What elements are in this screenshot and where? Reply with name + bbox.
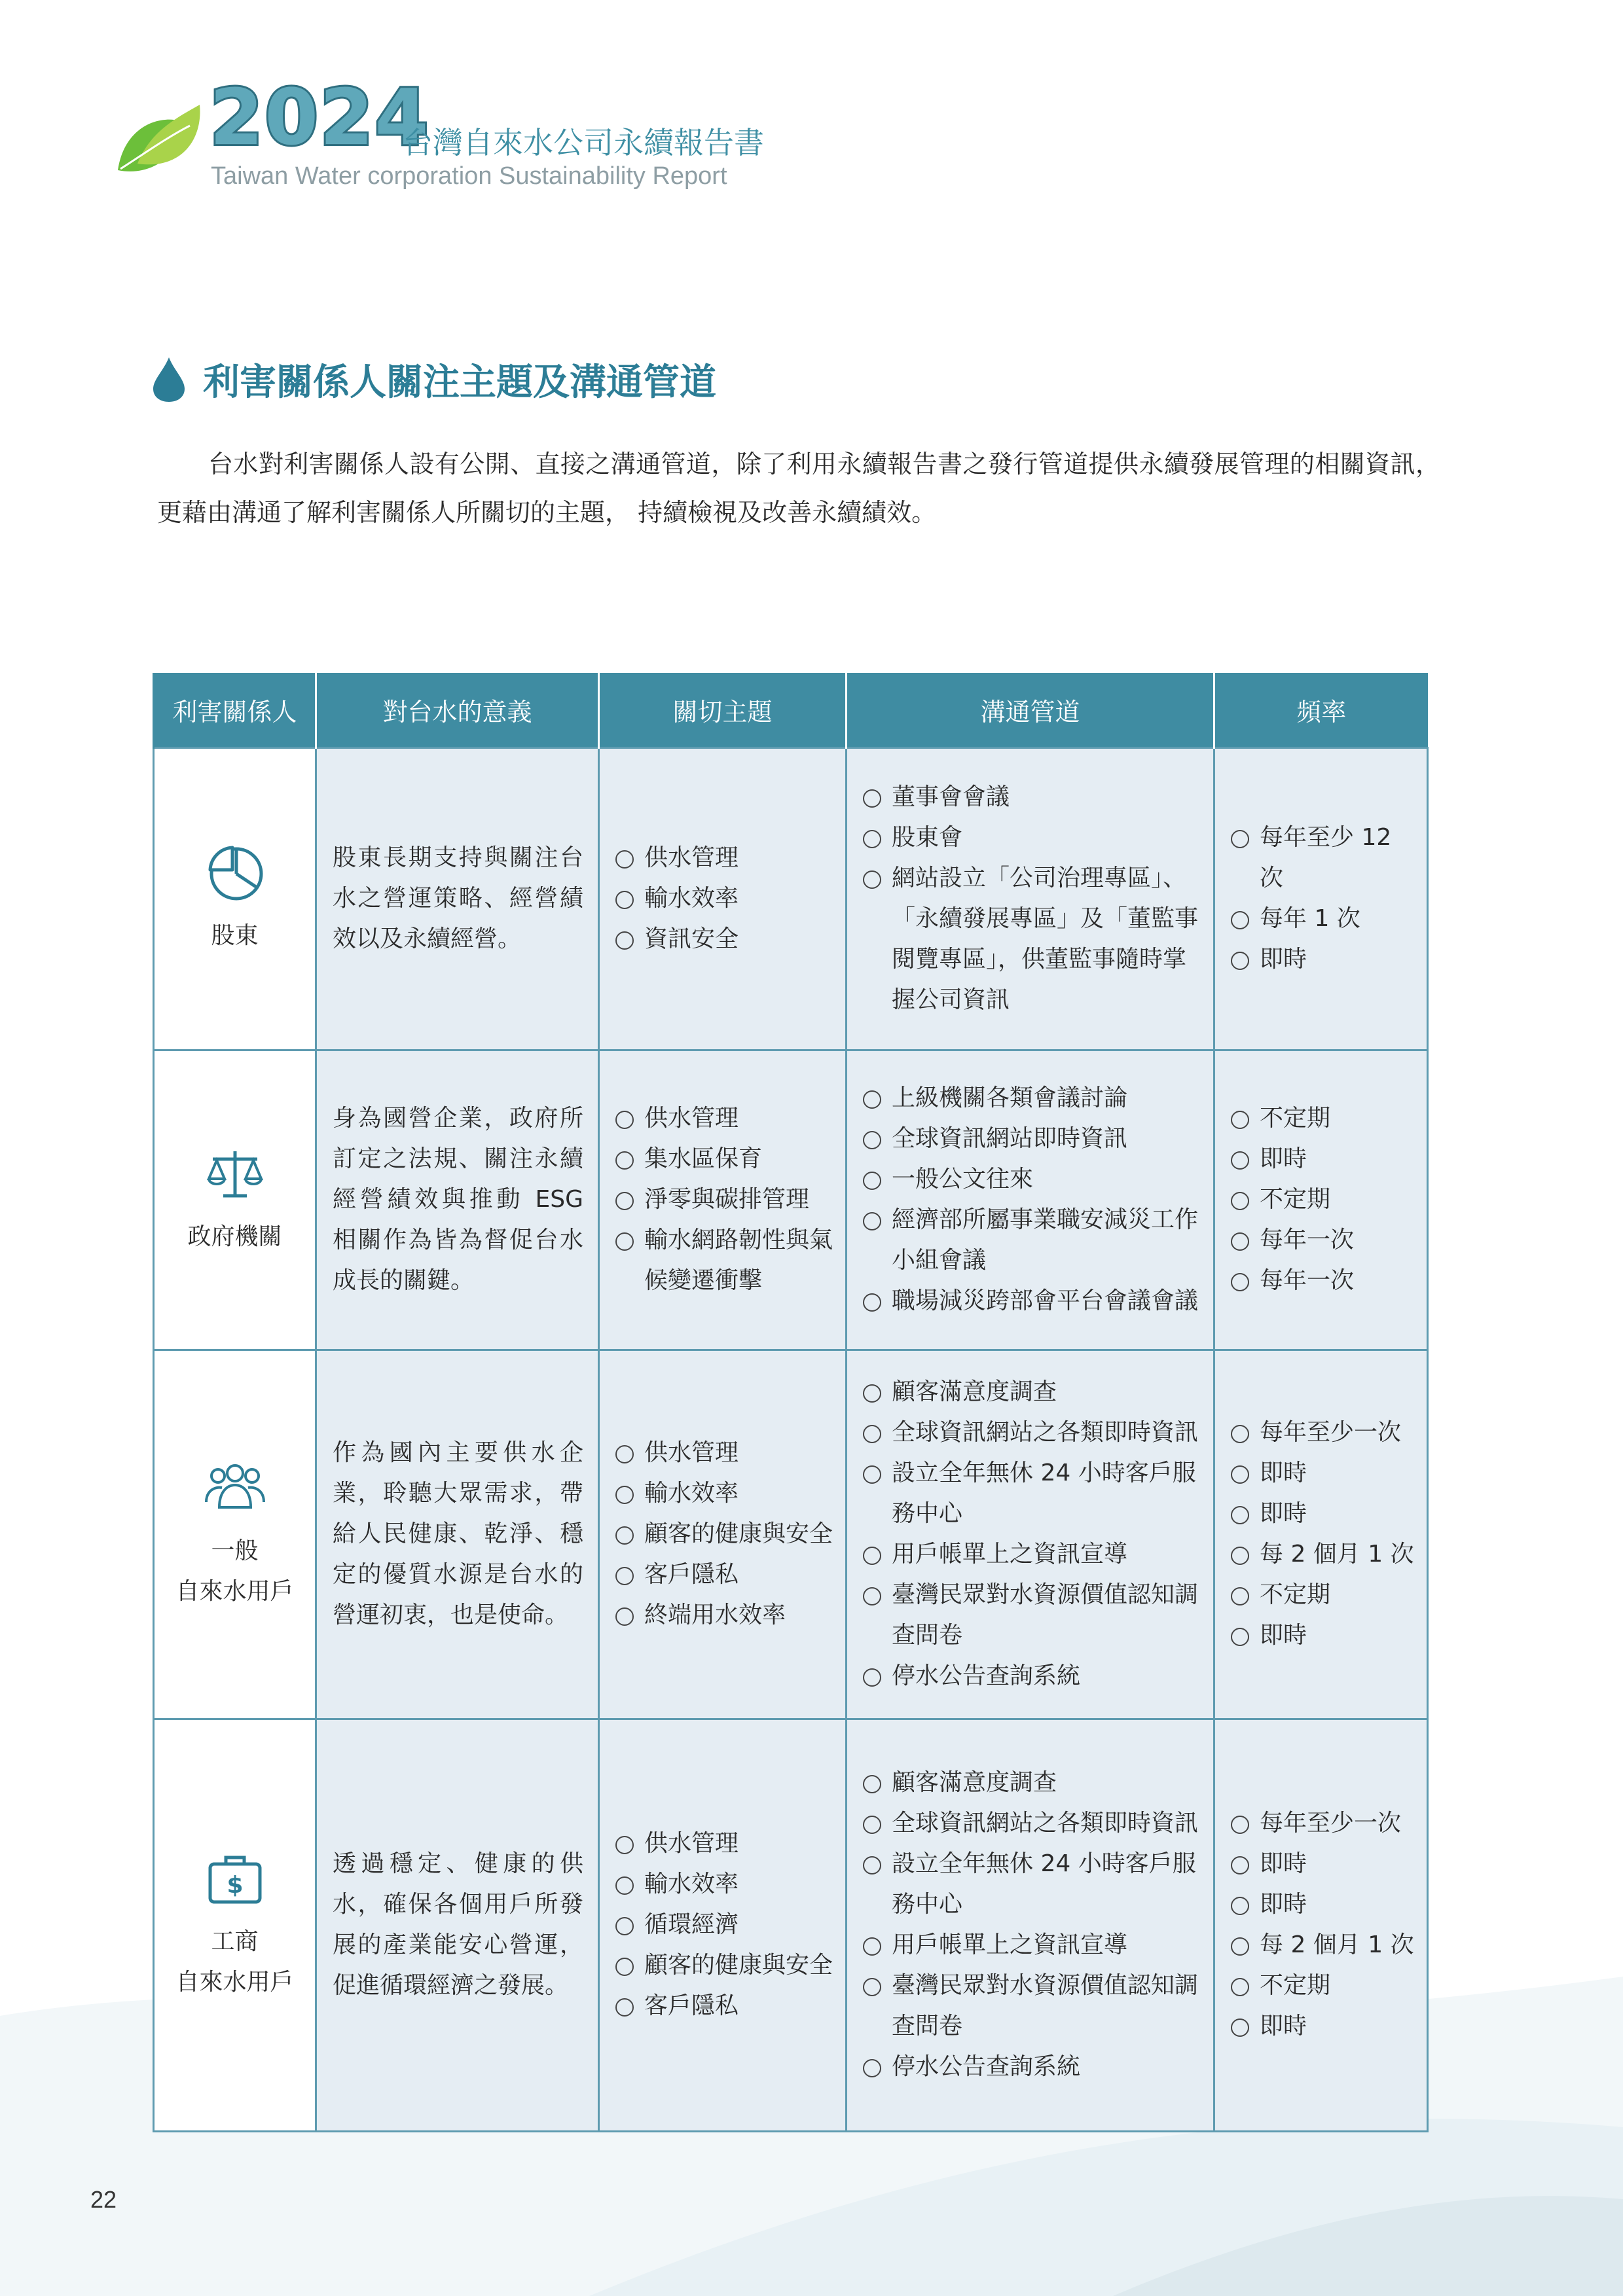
pie-chart-icon <box>204 841 266 904</box>
topics-cell <box>599 1350 847 1719</box>
list-item: 即時 <box>1231 1615 1415 1656</box>
list-item: 每年至少一次 <box>1231 1803 1415 1844</box>
list-item: 顧客滿意度調查 <box>863 1763 1201 1803</box>
list-item: 不定期 <box>1231 1965 1415 2006</box>
list-item: 顧客滿意度調查 <box>863 1372 1201 1412</box>
report-year: 2024 <box>210 72 430 162</box>
list-item: 即時 <box>1231 2006 1415 2047</box>
list-item: 供水管理 <box>615 1098 833 1139</box>
list-item: 輸水效率 <box>615 1473 833 1514</box>
list-item: 用戶帳單上之資訊宣導 <box>863 1925 1201 1965</box>
list-item: 不定期 <box>1231 1098 1415 1139</box>
list-item: 股東會 <box>863 817 1201 858</box>
list-item: 不定期 <box>1231 1575 1415 1615</box>
list-item: 即時 <box>1231 1884 1415 1925</box>
report-title-en: Taiwan Water corporation Sustainability Report <box>211 162 727 190</box>
table-row <box>154 747 1428 1050</box>
list-item: 用戶帳單上之資訊宣導 <box>863 1534 1201 1575</box>
channels-cell <box>847 1719 1214 2131</box>
list-item: 不定期 <box>1231 1179 1415 1220</box>
list-item: 職場減災跨部會平台會議會議 <box>863 1281 1201 1321</box>
table-row <box>154 1050 1428 1350</box>
frequency-cell <box>1214 1050 1428 1350</box>
water-drop-icon <box>152 356 186 403</box>
leaf-logo-icon <box>111 98 203 190</box>
list-item: 每年 1 次 <box>1231 899 1415 939</box>
list-item: 輸水網路韌性與氣候變遷衝擊 <box>615 1220 833 1301</box>
list-item: 供水管理 <box>615 1823 833 1864</box>
stakeholder-table <box>153 673 1429 2132</box>
topics-cell <box>599 1050 847 1350</box>
list-item: 一般公文往來 <box>863 1159 1201 1200</box>
stakeholder-cell <box>154 1050 316 1350</box>
table-row <box>154 1719 1428 2131</box>
list-item: 集水區保育 <box>615 1139 833 1179</box>
list-item: 全球資訊網站即時資訊 <box>863 1119 1201 1159</box>
frequency-cell <box>1214 747 1428 1050</box>
topics-cell <box>599 1719 847 2131</box>
list-item: 停水公告查詢系統 <box>863 2047 1201 2087</box>
stakeholder-name: 工商 自來水用戶 <box>175 1928 294 1996</box>
list-item: 每 2 個月 1 次 <box>1231 1925 1415 1965</box>
people-group-icon <box>204 1456 266 1519</box>
header-meaning: 對台水的意義 <box>316 673 599 747</box>
list-item: 每年一次 <box>1231 1261 1415 1301</box>
money-briefcase-icon <box>204 1847 266 1910</box>
frequency-cell <box>1214 1719 1428 2131</box>
list-item: 全球資訊網站之各類即時資訊 <box>863 1412 1201 1453</box>
list-item: 顧客的健康與安全 <box>615 1514 833 1554</box>
report-title-zh: 台灣自來水公司永續報告書 <box>403 125 764 160</box>
section-heading <box>152 353 716 406</box>
intro-paragraph <box>157 440 1440 537</box>
channels-cell <box>847 747 1214 1050</box>
stakeholder-cell <box>154 1719 316 2131</box>
list-item: 即時 <box>1231 1844 1415 1884</box>
list-item: 全球資訊網站之各類即時資訊 <box>863 1803 1201 1844</box>
header-topics: 關切主題 <box>599 673 847 747</box>
list-item: 輸水效率 <box>615 878 833 919</box>
list-item: 循環經濟 <box>615 1905 833 1945</box>
list-item: 臺灣民眾對水資源價值認知調查問卷 <box>863 1965 1201 2047</box>
table-row <box>154 1350 1428 1719</box>
header-stakeholder: 利害關係人 <box>154 673 316 747</box>
list-item: 資訊安全 <box>615 919 833 960</box>
list-item: 即時 <box>1231 1139 1415 1179</box>
meaning-cell: 作為國內主要供水企業，聆聽大眾需求，帶給人民健康、乾淨、穩定的優質水源是台水的營運初衷，也是使命。 <box>316 1350 599 1719</box>
list-item: 每年一次 <box>1231 1220 1415 1261</box>
scales-icon <box>204 1142 266 1205</box>
list-item: 供水管理 <box>615 1433 833 1473</box>
frequency-cell <box>1214 1350 1428 1719</box>
list-item: 供水管理 <box>615 838 833 878</box>
list-item: 即時 <box>1231 1453 1415 1494</box>
meaning-cell: 身為國營企業，政府所訂定之法規、關注永續經營績效與推動 ESG 相關作為皆為督促台水成長的關鍵。 <box>316 1050 599 1350</box>
stakeholder-name: 一般 自來水用戶 <box>175 1537 294 1605</box>
stakeholder-cell <box>154 747 316 1050</box>
stakeholder-name: 政府機關 <box>187 1223 282 1250</box>
list-item: 客戶隱私 <box>615 1554 833 1595</box>
list-item: 經濟部所屬事業職安減災工作小組會議 <box>863 1200 1201 1281</box>
list-item: 顧客的健康與安全 <box>615 1945 833 1986</box>
list-item: 客戶隱私 <box>615 1986 833 2026</box>
list-item: 設立全年無休 24 小時客戶服務中心 <box>863 1844 1201 1925</box>
list-item: 即時 <box>1231 1494 1415 1534</box>
channels-cell <box>847 1350 1214 1719</box>
list-item: 臺灣民眾對水資源價值認知調查問卷 <box>863 1575 1201 1656</box>
list-item: 每 2 個月 1 次 <box>1231 1534 1415 1575</box>
page-number: 22 <box>90 2186 117 2213</box>
list-item: 輸水效率 <box>615 1864 833 1905</box>
header-channels: 溝通管道 <box>847 673 1214 747</box>
report-header <box>111 72 897 196</box>
list-item: 即時 <box>1231 939 1415 980</box>
svg-text:$: $ <box>226 1872 244 1899</box>
list-item: 終端用水效率 <box>615 1595 833 1636</box>
section-title: 利害關係人關注主題及溝通管道 <box>203 361 716 404</box>
meaning-cell: 股東長期支持與關注台水之營運策略、經營績效以及永續經營。 <box>316 747 599 1050</box>
meaning-cell: 透過穩定、健康的供水，確保各個用戶所發展的產業能安心營運，促進循環經濟之發展。 <box>316 1719 599 2131</box>
list-item: 停水公告查詢系統 <box>863 1656 1201 1696</box>
table-header-row <box>154 673 1428 747</box>
channels-cell <box>847 1050 1214 1350</box>
stakeholder-cell <box>154 1350 316 1719</box>
list-item: 淨零與碳排管理 <box>615 1179 833 1220</box>
list-item: 網站設立「公司治理專區」、「永續發展專區」及「董監事閱覽專區」，供董監事隨時掌握公司資訊 <box>863 858 1201 1020</box>
list-item: 每年至少一次 <box>1231 1412 1415 1453</box>
stakeholder-name: 股東 <box>211 922 259 949</box>
intro-text: 台水對利害關係人設有公開、直接之溝通管道，除了利用永續報告書之發行管道提供永續發展管理的相關資訊，更藉由溝通了解利害關係人所關切的主題， 持續檢視及改善永續績效。 <box>157 450 1440 527</box>
list-item: 董事會會議 <box>863 777 1201 817</box>
list-item: 設立全年無休 24 小時客戶服務中心 <box>863 1453 1201 1534</box>
header-frequency: 頻率 <box>1214 673 1428 747</box>
list-item: 上級機關各類會議討論 <box>863 1078 1201 1119</box>
list-item: 每年至少 12 次 <box>1231 817 1415 899</box>
topics-cell <box>599 747 847 1050</box>
